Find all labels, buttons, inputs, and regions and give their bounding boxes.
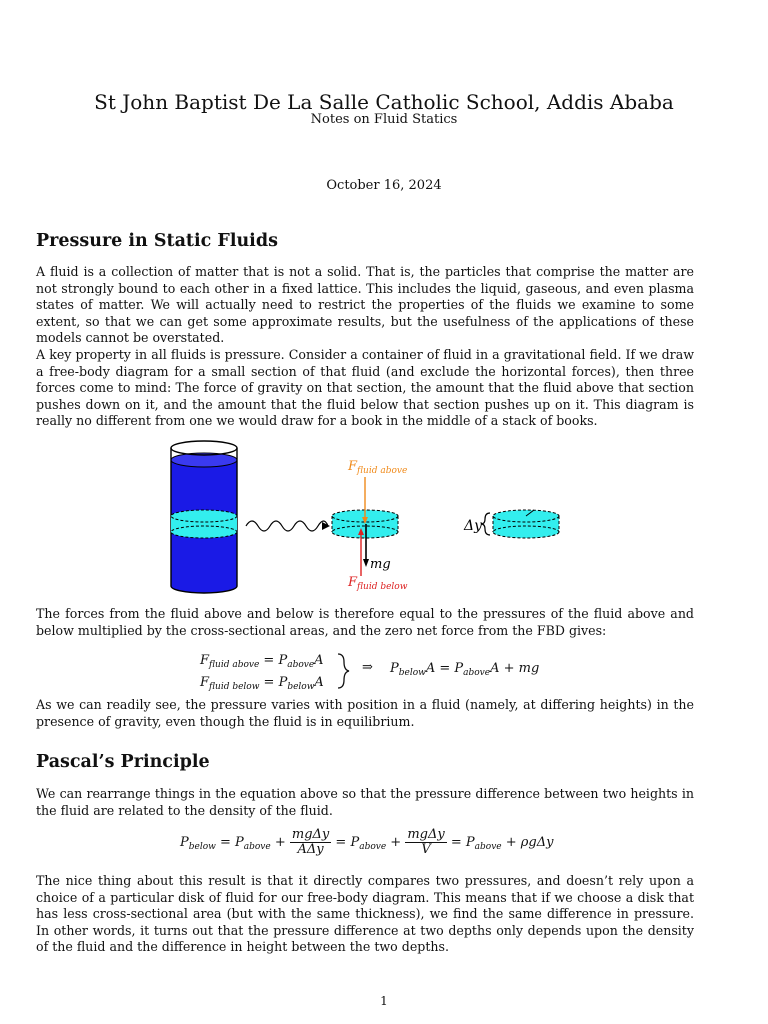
label-delta-y: Δy (464, 518, 483, 534)
section-heading-pascal: Pascal’s Principle (36, 752, 210, 772)
paragraph-nice-thing: The nice thing about this result is that it directly compares two pressures, and doesn’t rely upon a choice of a particular disk of fluid for our free-body diagram. This means that if we choose a disk that has less cross-sectional area (but with the same thickness), we find the same difference in pressure. In other words, it turns out that the pressure difference at two depths only depends upon the density of the fluid and the difference in height between the two depths. (36, 873, 694, 955)
equation-pascal: $P_{below} = P_{above}$ + $\frac{\text{mgΔy}}{\text{AΔy}}$ = $P_{above}$ + $\frac{\text{mgΔy}}{V}$ = $P_{above} + \rho g\Delta y$ (180, 827, 554, 857)
equation-system-1 (200, 652, 324, 696)
document-subtitle: Notes on Fluid Statics (310, 112, 458, 127)
label-f-above: $F_{fluid above}$ (348, 459, 408, 476)
label-mg: mg (370, 557, 391, 572)
fraction-2: $\frac{\text{mgΔy}}{V}$ (407, 827, 445, 857)
right-brace-icon (336, 652, 350, 690)
paragraph-forces-pressures: The forces from the fluid above and below is therefore equal to the pressures of the fluid above and below multiplied by the cross-sectional areas, and the zero net force from the FBD gives: (36, 606, 694, 638)
document-date: October 16, 2024 (326, 178, 442, 193)
fbd-figure (160, 440, 580, 600)
fraction-1: $\frac{\text{mgΔy}}{\text{AΔy}}$ (291, 827, 330, 857)
page-number: 1 (380, 994, 388, 1008)
paragraph-fluid-definition: A fluid is a collection of matter that is not a solid. That is, the particles that comprise the matter are not strongly bound to each other in a fixed lattice. This includes the liquid, gaseous, and even plasma states of matter. We will actually need to restrict the properties of the fluids we examine to some extent, so that we can get some approximate results, but the usefulness of the applications of these models cannot be overstated. (36, 264, 694, 346)
brace-icon (481, 513, 490, 535)
label-f-below: $F_{fluid below}$ (348, 575, 408, 592)
wavy-arrow-icon (246, 521, 328, 531)
eq1-line1: $F_{fluid above} = P_{above}A$ (200, 653, 324, 670)
section-heading-pressure: Pressure in Static Fluids (36, 231, 278, 251)
eq1-line2: $F_{fluid below} = P_{below}A$ (200, 675, 324, 692)
paragraph-pressure-varies: As we can readily see, the pressure varies with position in a fluid (namely, at differing heights) in the presence of gravity, even though the fluid is in equilibrium. (36, 697, 694, 729)
paragraph-rearrange: We can rearrange things in the equation above so that the pressure difference between two heights in the fluid are related to the density of the fluid. (36, 786, 694, 818)
document-title: St John Baptist De La Salle Catholic School, Addis Ababa (94, 90, 674, 114)
paragraph-pressure-property: A key property in all fluids is pressure. Consider a container of fluid in a gravitational field. If we draw a free-body diagram for a small section of that fluid (and exclude the horizontal forces), then three forces come to mind: The force of gravity on that section, the amount that the fluid above that section pushes down on it, and the amount that the fluid below that section pushes up on it. This diagram is really no different from one we would draw for a book in the middle of a stack of books. (36, 347, 694, 429)
side-disk (493, 510, 559, 538)
implies-arrow: ⇒ (362, 660, 373, 675)
fluid-container (171, 441, 237, 593)
eq1-result: $P_{below}A = P_{above}A$ + mg (390, 661, 540, 678)
